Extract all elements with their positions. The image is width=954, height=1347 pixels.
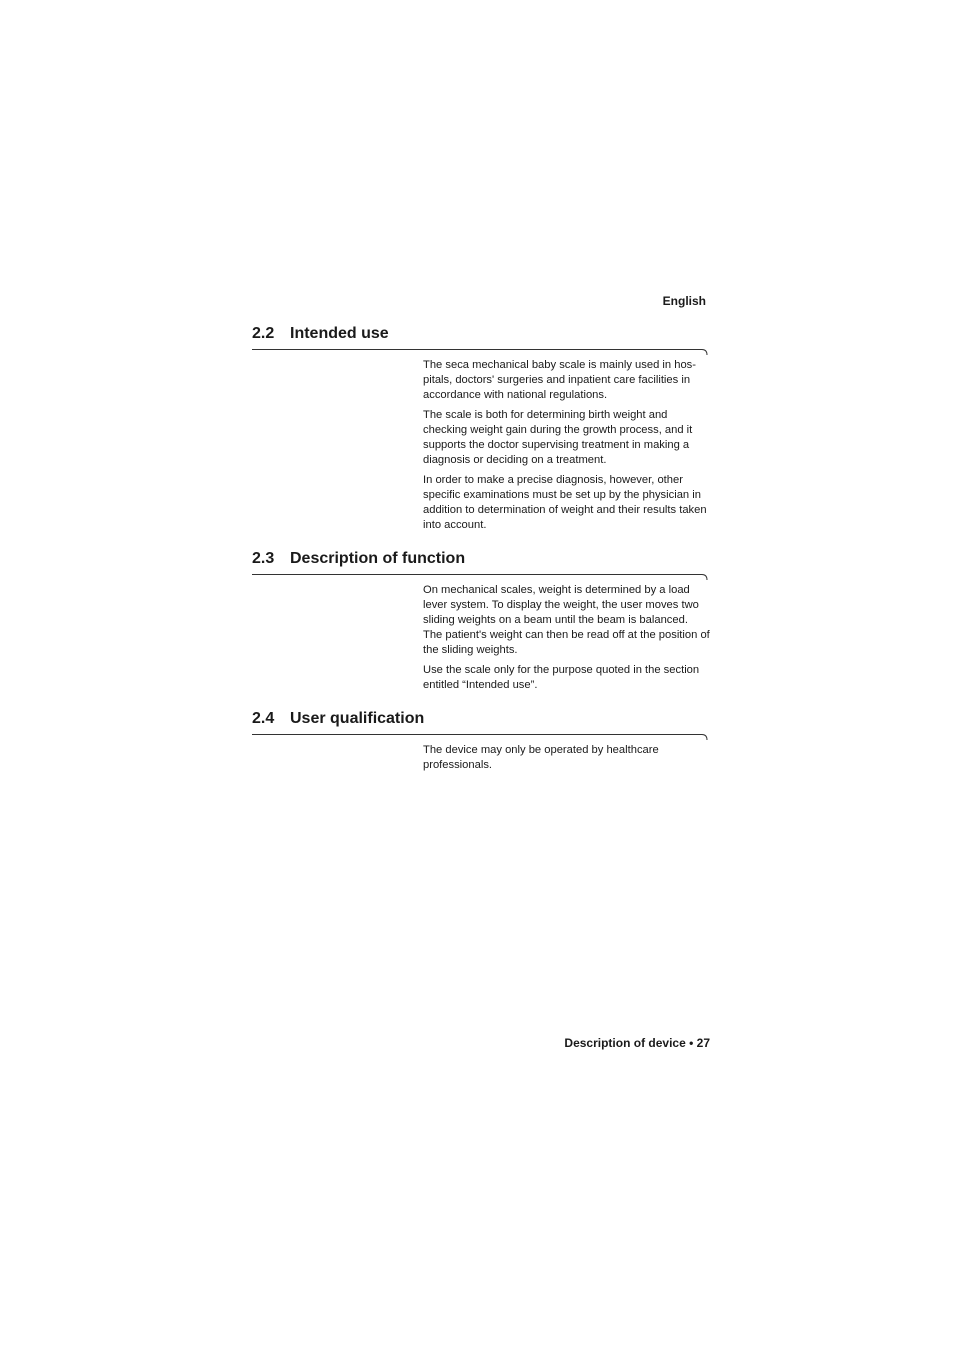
section-body (423, 358, 710, 533)
section-heading (252, 324, 708, 348)
language-label: English (662, 294, 706, 308)
section-number: 2.2 (252, 325, 275, 342)
section-title: Intended use (290, 325, 389, 342)
paragraph: The device may only be operated by healthcare professionals. (423, 744, 659, 771)
paragraph: On mechanical scales, weight is determined by a load lever system. To display the weight, the user moves two sliding weights on a beam until the beam is balanced. The patient's weight can then be read off at the position of the sliding weights. (423, 584, 710, 656)
section-body (423, 743, 710, 773)
section-description-of-function (252, 549, 708, 698)
section-number: 2.4 (252, 710, 275, 727)
section-title: User qualification (290, 710, 425, 727)
section-heading (252, 549, 708, 573)
paragraph: The seca mechanical baby scale is mainly used in hos-pitals, doctors' surgeries and inpatient care facilities in accordance with national regulations. (423, 359, 696, 401)
section-rule (252, 573, 708, 581)
paragraph: The scale is both for determining birth weight and checking weight gain during the growth process, and it supports the doctor supervising treatment in making a diagnosis or deciding on a treatment. (423, 409, 693, 466)
section-user-qualification (252, 709, 708, 778)
section-rule (252, 348, 708, 356)
section-heading (252, 709, 708, 733)
paragraph: In order to make a precise diagnosis, however, other specific examinations must be set up by the physician in addition to determination of weight and their results taken into account. (423, 474, 707, 531)
section-rule (252, 733, 708, 741)
paragraph: Use the scale only for the purpose quoted in the section entitled “Intended use”. (423, 664, 700, 691)
section-intended-use (252, 324, 708, 538)
page-footer: Description of device • 27 (564, 1036, 710, 1050)
section-body (423, 583, 710, 693)
section-title: Description of function (290, 550, 466, 567)
section-number: 2.3 (252, 550, 275, 567)
